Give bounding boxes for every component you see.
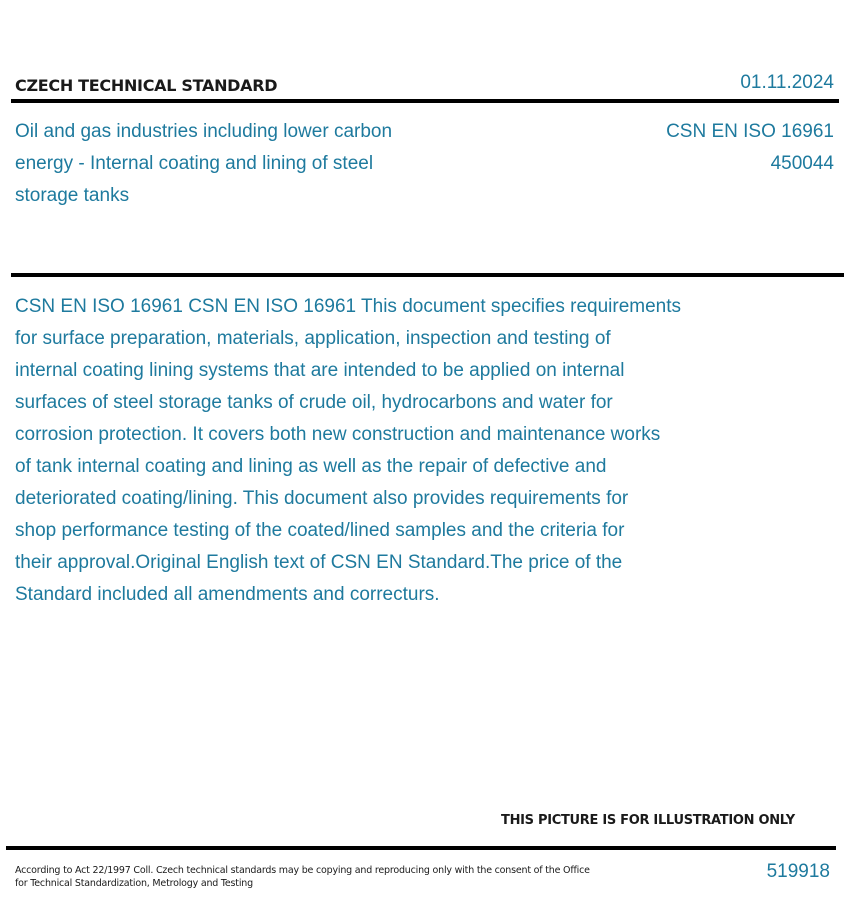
illustration-disclaimer: THIS PICTURE IS FOR ILLUSTRATION ONLY: [501, 813, 795, 828]
legal-notice: [15, 864, 615, 890]
legal-notice-line-2: for Technical Standardization, Metrology and Testing: [15, 878, 253, 889]
standard-code: CSN EN ISO 16961: [666, 121, 834, 142]
document-abstract: CSN EN ISO 16961 CSN EN ISO 16961 This document specifies requirements for surface preparation, materials, application, inspection and testing of internal coating lining systems that are intended to be applied on internal surfaces of steel storage tanks of crude oil, hydrocarbons and water for corrosion protection. It covers both new construction and maintenance works of tank internal coating and lining as well as the repair of defective and deteriorated coating/lining. This document also provides requirements for shop performance testing of the coated/lined samples and the criteria for their approval.Original English text of CSN EN Standard.The price of the Standard included all amendments and correcturs.: [15, 296, 682, 605]
publication-date: 01.11.2024: [740, 72, 834, 93]
footer-divider: [6, 846, 836, 850]
standard-type-label: CZECH TECHNICAL STANDARD: [15, 76, 278, 95]
header-divider: [11, 99, 839, 103]
legal-notice-line-1: According to Act 22/1997 Coll. Czech technical standards may be copying and reproducing only with the consent of the Office: [15, 865, 590, 876]
standard-identifier: [666, 116, 834, 180]
document-title: Oil and gas industries including lower carbon energy - Internal coating and lining of steel storage tanks: [15, 121, 393, 206]
catalog-number: 519918: [766, 861, 830, 882]
title-divider: [11, 273, 844, 277]
classification-number: 450044: [770, 153, 834, 174]
